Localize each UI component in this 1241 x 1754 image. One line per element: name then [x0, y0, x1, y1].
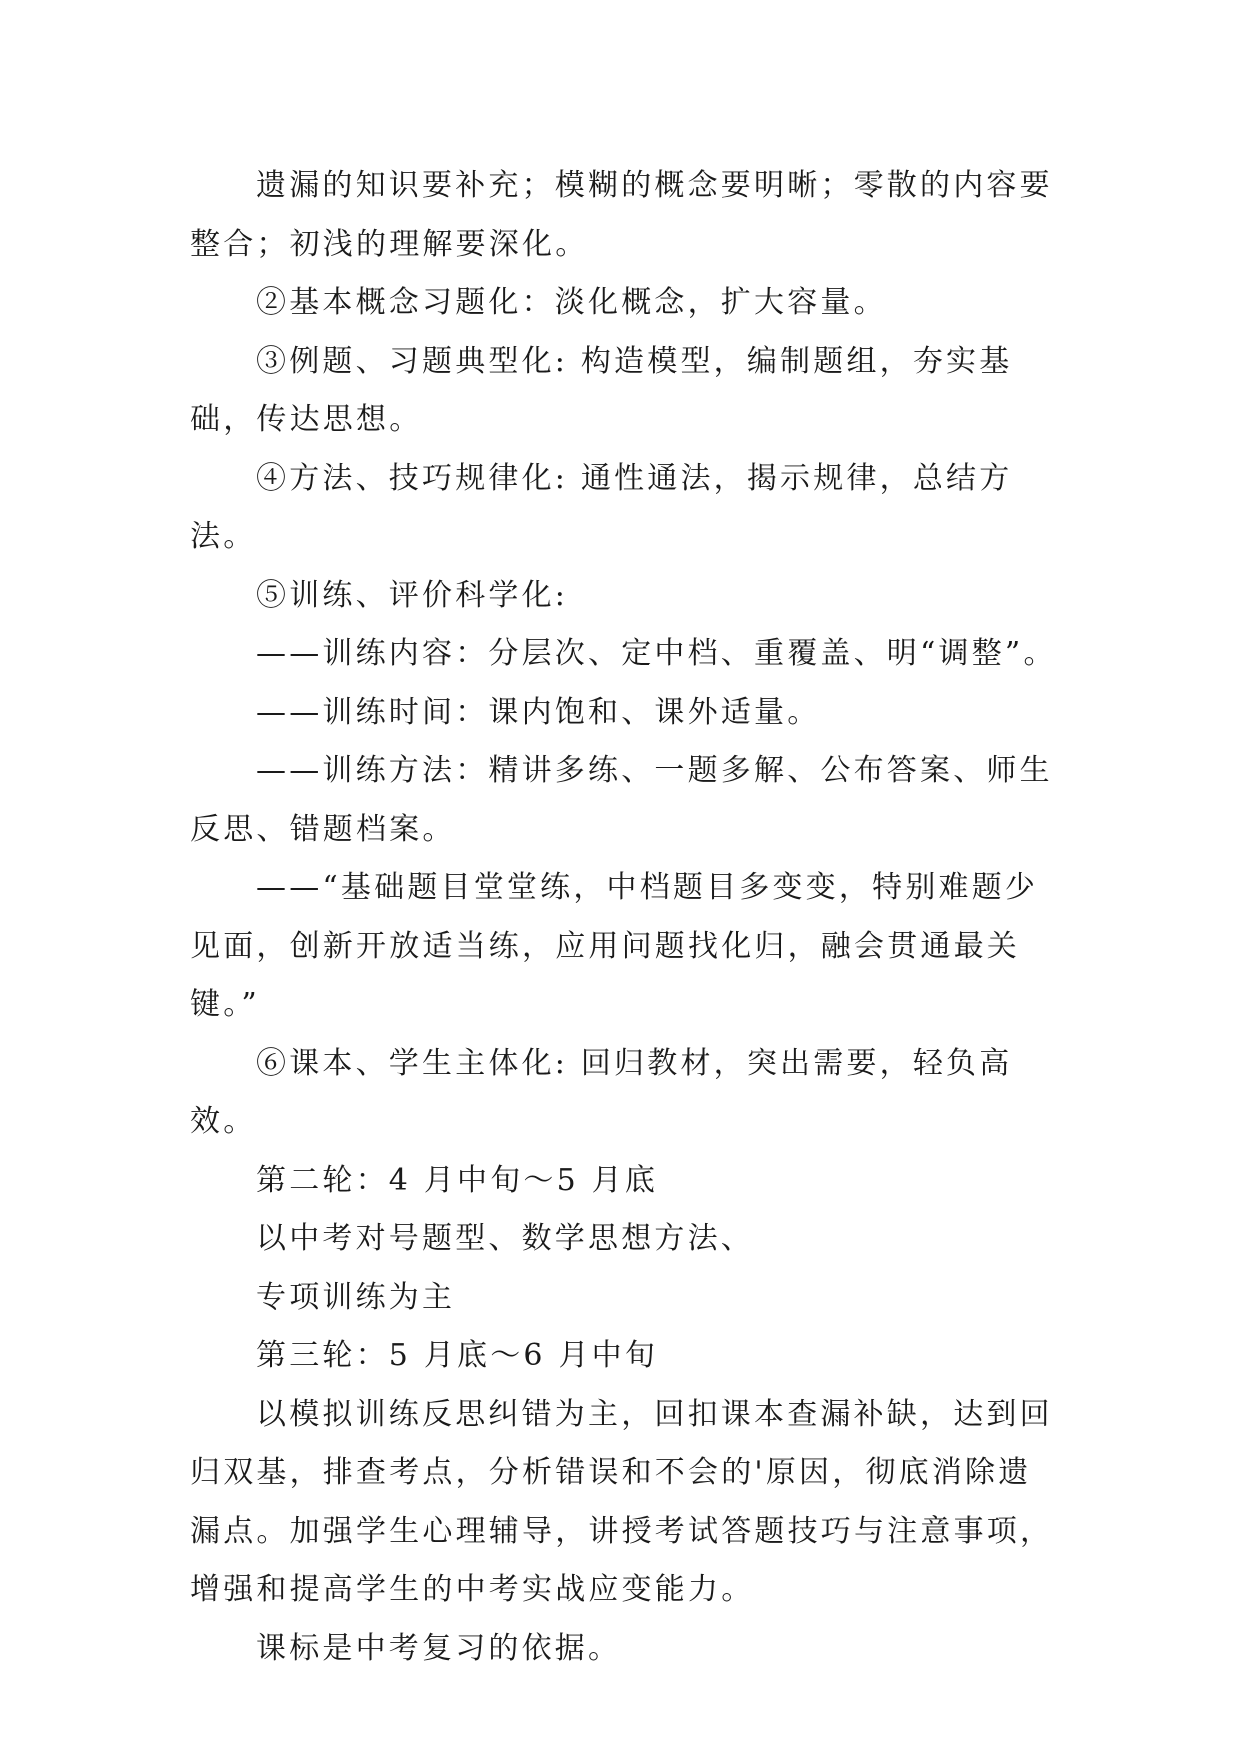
paragraph: ③例题、习题典型化: 构造模型，编制题组，夯实基础，传达思想。 [190, 343, 1013, 437]
paragraph: 以中考对号题型、数学思想方法、 [256, 1221, 754, 1256]
paragraph: ⑤训练、评价科学化: [256, 577, 569, 613]
paragraph: 第三轮：5 月底～6 月中旬 [256, 1338, 659, 1373]
paragraph: ——训练时间：课内饱和、课外适量。 [256, 694, 821, 730]
paragraph: ——训练方法：精讲多练、一题多解、公布答案、师生反思、错题档案。 [190, 753, 1053, 847]
paragraph: ——训练内容：分层次、定中档、重覆盖、明“调整”。 [256, 636, 1057, 671]
paragraph: ⑥课本、学生主体化: 回归教材，突出需要，轻负高效。 [190, 1045, 1013, 1139]
paragraph: ②基本概念习题化：淡化概念，扩大容量。 [256, 285, 887, 320]
paragraph: ——“基础题目堂堂练，中档题目多变变，特别难题少见面，创新开放适当练，应用问题找化归，融会贯通最关键。” [190, 870, 1039, 1022]
paragraph: 遗漏的知识要补充；模糊的概念要明晰；零散的内容要整合；初浅的理解要深化。 [190, 168, 1053, 262]
paragraph: 以模拟训练反思纠错为主，回扣课本查漏补缺，达到回归双基，排查考点，分析错误和不会的'原因，彻底消除遗漏点。加强学生心理辅导，讲授考试答题技巧与注意事项，增强和提高学生的中考实战应变能力。 [190, 1396, 1054, 1607]
paragraph: 专项训练为主 [256, 1279, 456, 1315]
document-body [190, 157, 1060, 1678]
paragraph: 第二轮：4 月中旬～5 月底 [256, 1162, 659, 1198]
paragraph: 课标是中考复习的依据。 [256, 1630, 622, 1666]
paragraph: ④方法、技巧规律化: 通性通法，揭示规律，总结方法。 [190, 460, 1013, 554]
